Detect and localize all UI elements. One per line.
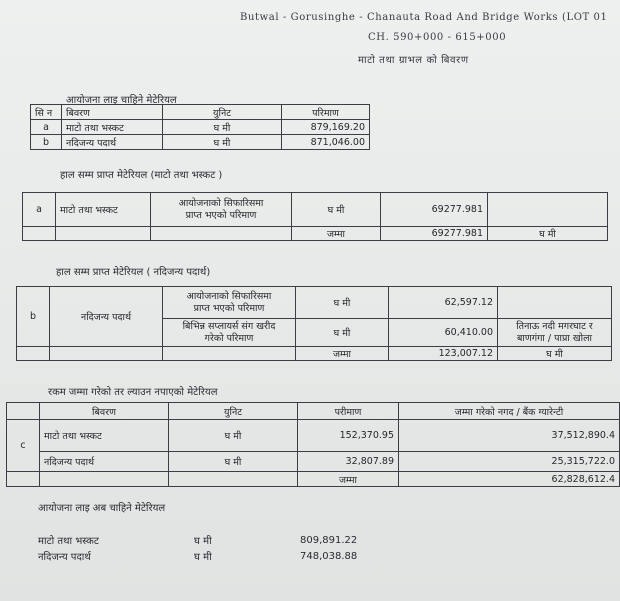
cell: घ मी bbox=[292, 193, 381, 227]
section1-table bbox=[30, 104, 370, 150]
summary-item-label: माटो तथा भस्कट bbox=[38, 536, 99, 547]
col-header: परीमाण bbox=[298, 403, 399, 420]
table-row bbox=[23, 193, 608, 227]
cell: जम्मा bbox=[292, 227, 381, 241]
section2-table bbox=[22, 192, 608, 241]
total-row bbox=[7, 472, 620, 487]
cell: घ मी bbox=[163, 120, 282, 135]
project-title: Butwal - Gorusinghe - Chanauta Road And Bridge Works (LOT 01 bbox=[240, 12, 608, 23]
col-header: बिवरण bbox=[40, 403, 169, 420]
cell bbox=[50, 347, 163, 361]
section4-title: रकम जम्मा गरेको तर ल्याउन नपाएको मेटेरियल bbox=[48, 387, 218, 398]
cell: 69277.981 bbox=[381, 227, 488, 241]
table-row bbox=[7, 420, 620, 452]
cell: 871,046.00 bbox=[282, 135, 370, 150]
cell bbox=[40, 472, 169, 487]
cell: a bbox=[31, 120, 62, 135]
cell: घ मी bbox=[163, 135, 282, 150]
cell: तिनाऊ नदी मगरघाट र बाणगंगा / पाप्रा खोला bbox=[498, 319, 612, 347]
cell: b bbox=[17, 287, 50, 347]
col-header: परिमाण bbox=[282, 105, 370, 120]
col-header bbox=[7, 403, 40, 420]
summary-item-unit: घ मी bbox=[194, 536, 212, 547]
cell: 37,512,890.4 bbox=[399, 420, 620, 452]
cell: 25,315,722.0 bbox=[399, 452, 620, 472]
table-row bbox=[17, 287, 612, 319]
cell: घ मी bbox=[169, 452, 298, 472]
chainage: CH. 590+000 - 615+000 bbox=[368, 32, 507, 43]
cell: घ मी bbox=[296, 319, 389, 347]
col-header: सि न bbox=[31, 105, 62, 120]
cell: जम्मा bbox=[296, 347, 389, 361]
cell: a bbox=[23, 193, 56, 227]
cell bbox=[163, 347, 296, 361]
cell bbox=[169, 472, 298, 487]
section2-title: हाल सम्म प्राप्त मेटेरियल (माटो तथा भस्कट ) bbox=[60, 170, 223, 181]
section1-title: आयोजना लाइ चाहिने मेटेरियल bbox=[66, 95, 177, 106]
cell: 62,597.12 bbox=[389, 287, 498, 319]
cell: 879,169.20 bbox=[282, 120, 370, 135]
cell: माटो तथा भस्कट bbox=[62, 120, 163, 135]
total-row bbox=[17, 347, 612, 361]
cell: 123,007.12 bbox=[389, 347, 498, 361]
cell: c bbox=[7, 420, 40, 472]
summary-item-value: 748,038.88 bbox=[300, 551, 358, 562]
summary-item-label: नदिजन्य पदार्थ bbox=[38, 552, 91, 563]
cell: माटो तथा भस्कट bbox=[40, 420, 169, 452]
cell bbox=[7, 472, 40, 487]
section3-title: हाल सम्म प्राप्त मेटेरियल ( नदिजन्य पदार्थ) bbox=[56, 267, 211, 278]
cell bbox=[17, 347, 50, 361]
col-header: जम्मा गरेको नगद / बैंक ग्यारेन्टी bbox=[399, 403, 620, 420]
total-row bbox=[23, 227, 608, 241]
section3-table bbox=[16, 286, 612, 361]
cell: नदिजन्य पदार्थ bbox=[62, 135, 163, 150]
cell: 152,370.95 bbox=[298, 420, 399, 452]
cell: 32,807.89 bbox=[298, 452, 399, 472]
table-row bbox=[31, 120, 370, 135]
cell: b bbox=[31, 135, 62, 150]
cell: घ मी bbox=[169, 420, 298, 452]
cell: 60,410.00 bbox=[389, 319, 498, 347]
cell bbox=[151, 227, 292, 241]
cell: आयोजनाको सिफारिसमा प्राप्त भएको परिमाण bbox=[151, 193, 292, 227]
cell: घ मी bbox=[498, 347, 612, 361]
cell bbox=[23, 227, 56, 241]
cell: जम्मा bbox=[298, 472, 399, 487]
table-row bbox=[7, 452, 620, 472]
cell: घ मी bbox=[488, 227, 608, 241]
section5-title: आयोजना लाइ अब चाहिने मेटेरियल bbox=[38, 503, 166, 514]
cell: नदिजन्य पदार्थ bbox=[40, 452, 169, 472]
cell bbox=[488, 193, 608, 227]
col-header: बिवरण bbox=[62, 105, 163, 120]
document-subject: माटो तथा ग्राभल को बिवरण bbox=[358, 55, 469, 66]
cell: माटो तथा भस्कट bbox=[56, 193, 151, 227]
summary-item-unit: घ मी bbox=[194, 552, 212, 563]
summary-item-value: 809,891.22 bbox=[300, 535, 358, 546]
table-header-row bbox=[31, 105, 370, 120]
cell bbox=[56, 227, 151, 241]
cell bbox=[498, 287, 612, 319]
cell: आयोजनाको सिफारिसमा प्राप्त भएको परिमाण bbox=[163, 287, 296, 319]
cell: 62,828,612.4 bbox=[399, 472, 620, 487]
cell: 69277.981 bbox=[381, 193, 488, 227]
col-header: युनिट bbox=[169, 403, 298, 420]
cell: घ मी bbox=[296, 287, 389, 319]
cell: बिभिन्न सप्लायर्स संग खरीद गरेको परिमाण bbox=[163, 319, 296, 347]
table-row bbox=[31, 135, 370, 150]
section4-table bbox=[6, 402, 620, 487]
cell: नदिजन्य पदार्थ bbox=[50, 287, 163, 347]
table-header-row bbox=[7, 403, 620, 420]
col-header: युनिट bbox=[163, 105, 282, 120]
